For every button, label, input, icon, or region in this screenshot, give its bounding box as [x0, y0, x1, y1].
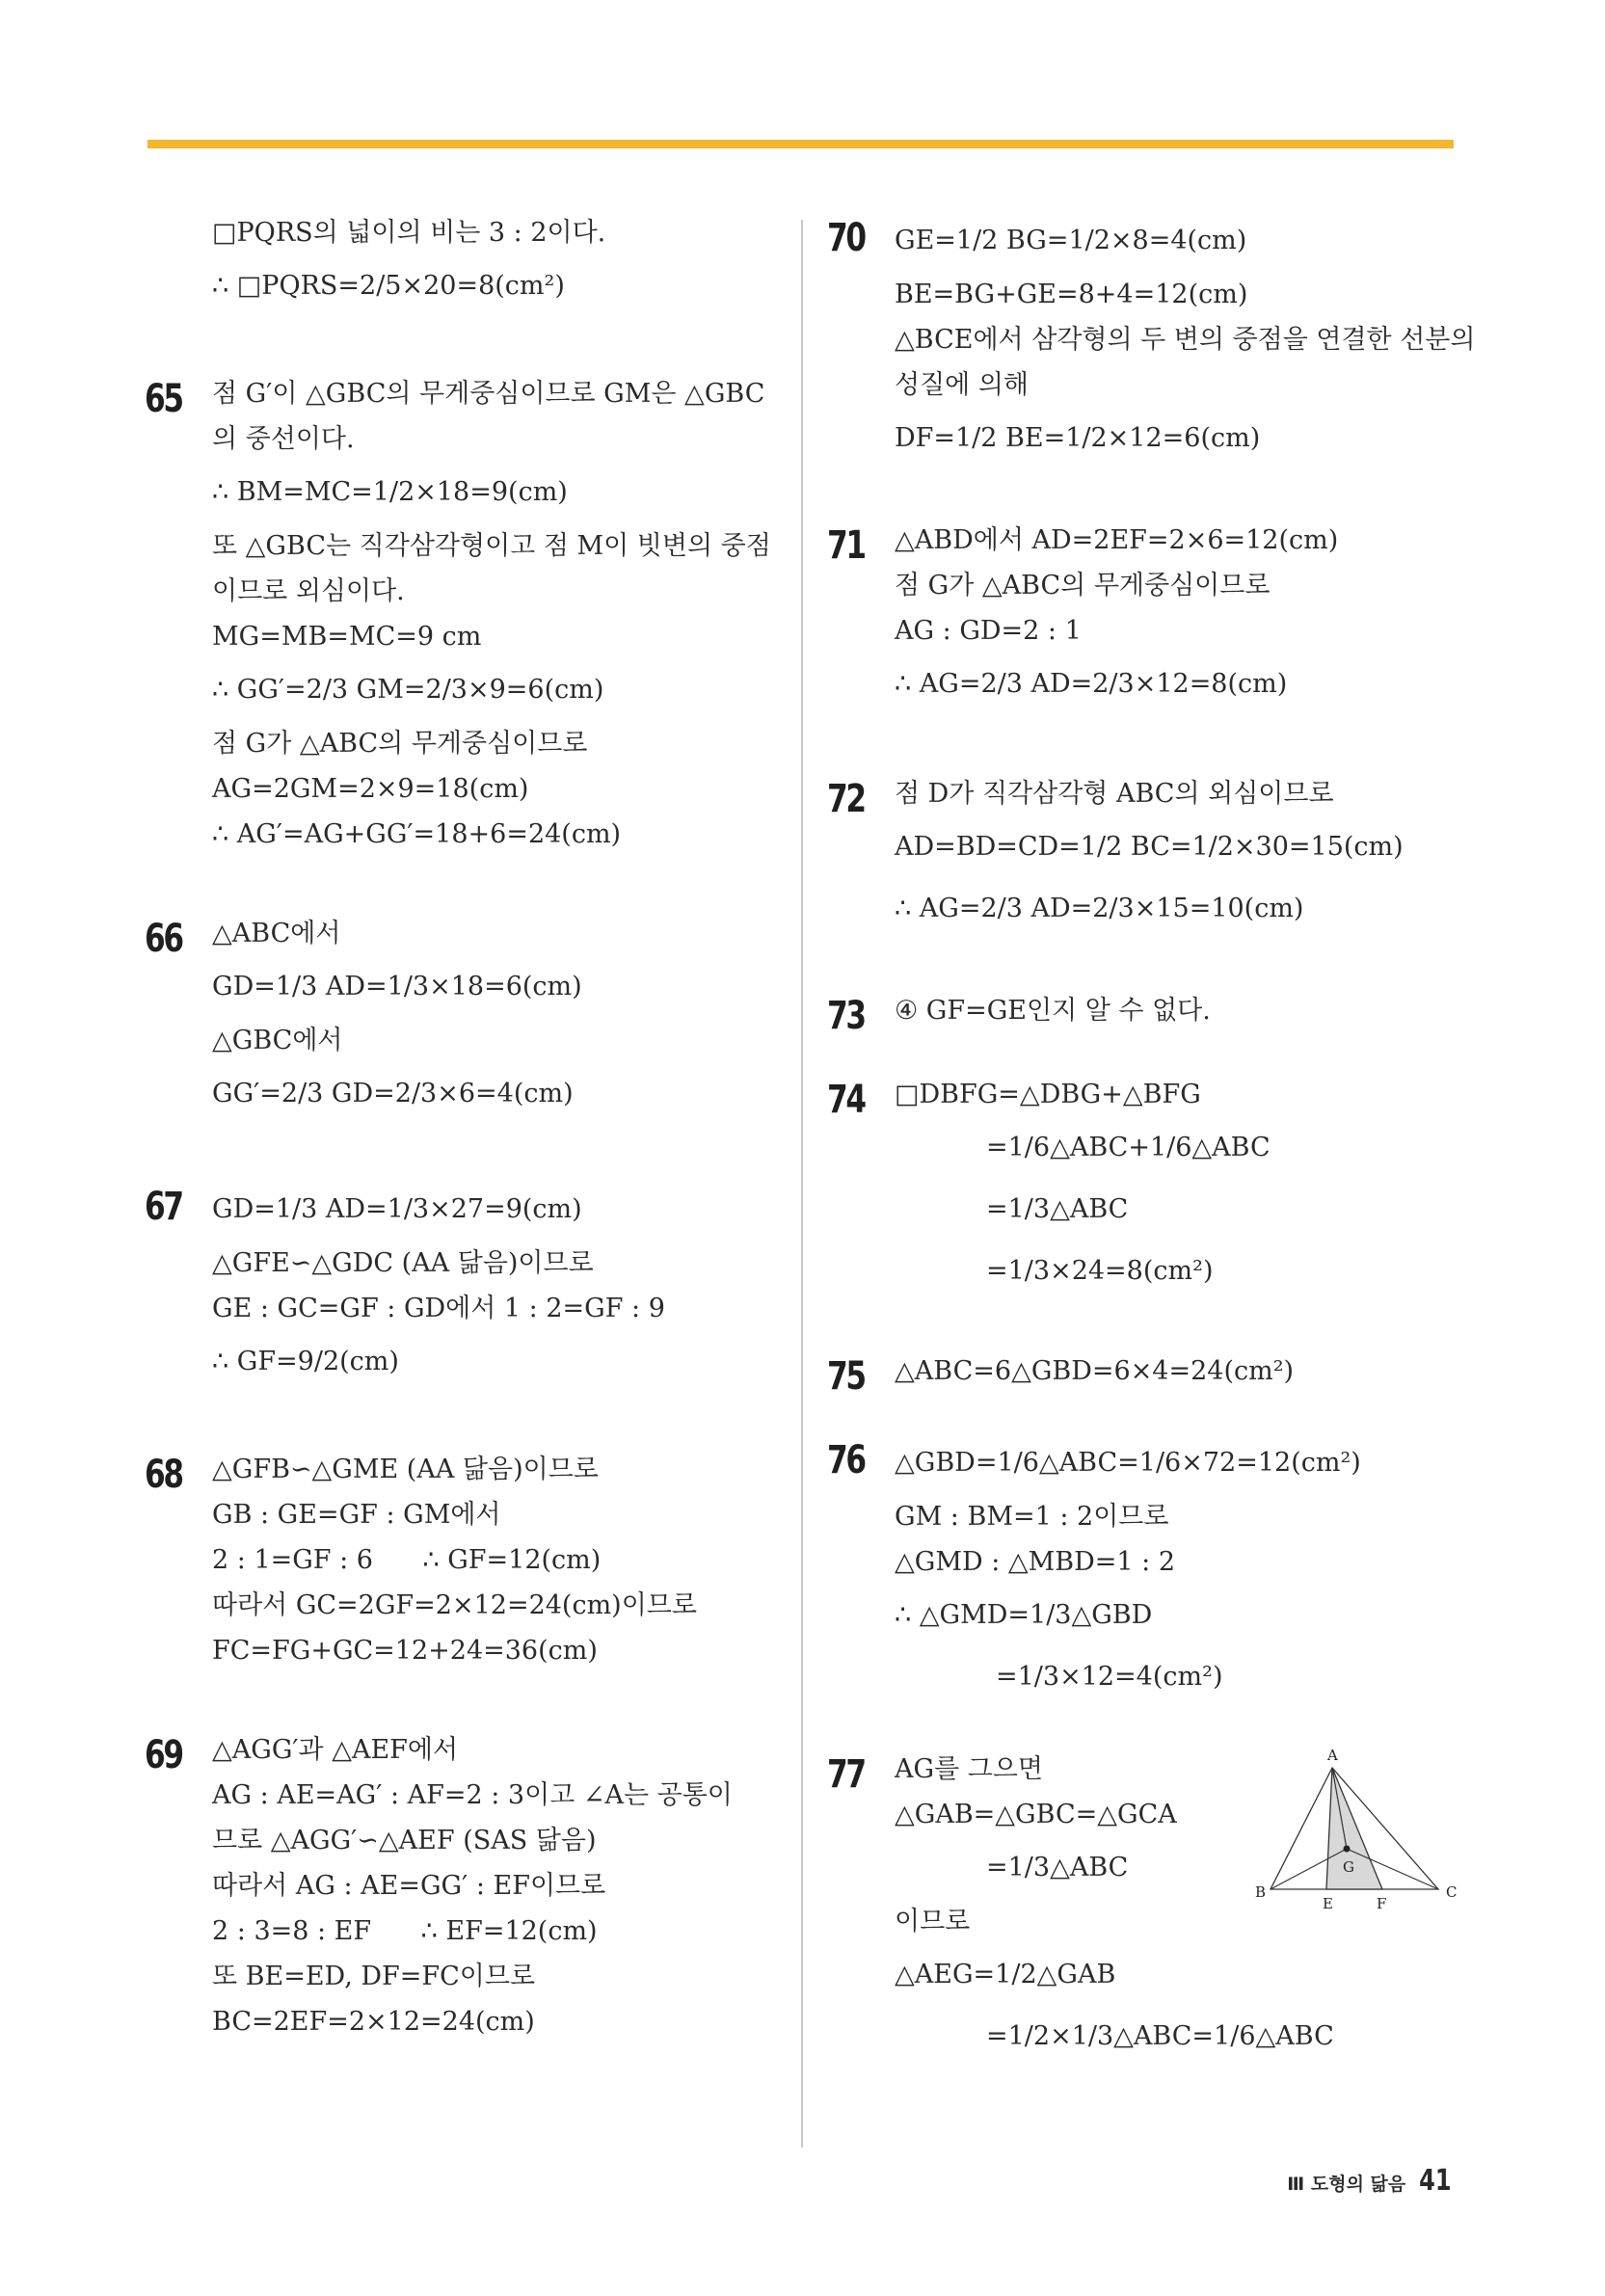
solution-line [212, 1909, 762, 1954]
page-footer [1287, 2164, 1456, 2198]
problem-number: 73 [827, 994, 865, 1038]
solution-text: △GAB=△GBC=△GCA [895, 1800, 1177, 1829]
solution-text: △GBC에서 [212, 1026, 343, 1055]
solution-text: BC=2EF=2×12=24(cm) [212, 2007, 535, 2037]
solution-line [895, 362, 1444, 408]
problem-number: 65 [145, 377, 182, 421]
solution-text: ∴ GG′=2/3 GM=2/3×9=6(cm) [212, 675, 604, 705]
solution-line [895, 1348, 1444, 1394]
solution-text: △GMD : △MBD=1 : 2 [895, 1547, 1176, 1577]
solution-line [895, 1117, 1444, 1179]
page-number: 41 [1419, 2164, 1452, 2198]
solution-text: 이므로 외심이다. [212, 576, 405, 606]
header-accent-bar [147, 140, 1454, 148]
solution-line [212, 614, 762, 659]
vertex-label-G: G [1343, 1858, 1354, 1876]
solution-text: 또 △GBC는 직각삼각형이고 점 M이 빗변의 중점 [212, 531, 771, 561]
vertex-label-C: C [1446, 1883, 1458, 1901]
solution-text: △AGG′과 △AEF에서 [212, 1735, 459, 1765]
solution-line [212, 659, 762, 721]
problem-number: 70 [827, 216, 865, 260]
solution-line [212, 812, 762, 857]
solution-line [212, 721, 762, 766]
solution-text: 2 : 1=GF : 6 ∴ GF=12(cm) [212, 1545, 602, 1575]
problem-74 [827, 1072, 1444, 1302]
solution-line [895, 518, 1444, 563]
solution-text: GB : GE=GF : GM에서 [212, 1500, 501, 1530]
solution-line [895, 1944, 1444, 2006]
solution-line [212, 1286, 762, 1331]
triangle-figure [1249, 1747, 1461, 1915]
solution-line [895, 816, 1444, 878]
solution-text: △ABD에서 AD=2EF=2×6=12(cm) [895, 525, 1339, 555]
solution-line [212, 569, 762, 614]
solution-text: =1/3×24=8(cm²) [986, 1256, 1214, 1286]
problem-69 [145, 1727, 762, 2044]
solution-text: 점 G가 △ABC의 무게중심이므로 [212, 729, 588, 759]
solution-line [212, 1018, 762, 1063]
solution-line [212, 1492, 762, 1537]
problem-75 [827, 1348, 1444, 1399]
solution-text: ∴ AG′=AG+GG′=18+6=24(cm) [212, 819, 622, 849]
solution-text: 이므로 [895, 1907, 971, 1936]
solution-line [895, 2006, 1444, 2068]
solution-text: ∴ GF=9/2(cm) [212, 1347, 399, 1376]
solution-line [212, 1954, 762, 1999]
solution-text: MG=MB=MC=9 cm [212, 622, 482, 652]
solution-line [212, 255, 762, 317]
solution-line [895, 654, 1444, 715]
solution-text: =1/3△ABC [986, 1194, 1129, 1224]
solution-line [895, 771, 1444, 816]
left-column [145, 210, 771, 2044]
right-column [827, 210, 1476, 2068]
problem-77 [827, 1747, 1458, 2068]
solution-line [895, 317, 1476, 362]
solution-text: ∴ △GMD=1/3△GBD [895, 1600, 1153, 1630]
solution-text: 따라서 GC=2GF=2×12=24(cm)이므로 [212, 1590, 697, 1620]
solution-line [212, 1331, 762, 1393]
problem-number: 77 [827, 1752, 865, 1797]
solution-line [895, 1179, 1444, 1241]
problem-70 [827, 210, 1476, 469]
solution-line [895, 1494, 1444, 1539]
solution-text: =1/3△ABC [986, 1853, 1129, 1882]
solution-line [212, 1773, 762, 1818]
problem-number: 75 [827, 1354, 865, 1399]
problem-number: 72 [827, 777, 865, 821]
solution-line [212, 1999, 762, 2044]
solution-text: =1/3×12=4(cm²) [996, 1662, 1223, 1692]
solution-line [212, 911, 762, 956]
solution-line [895, 1539, 1444, 1585]
solution-line [212, 1537, 762, 1583]
solution-line [212, 956, 762, 1018]
solution-text: GD=1/3 AD=1/3×18=6(cm) [212, 972, 582, 1001]
solution-line [212, 1179, 762, 1241]
problem-number: 66 [145, 917, 182, 961]
solution-text: 점 D가 직각삼각형 ABC의 외심이므로 [895, 779, 1334, 809]
solution-line [895, 408, 1444, 469]
solution-text: 므로 △AGG′∽△AEF (SAS 닮음) [212, 1826, 597, 1855]
solution-text: DF=1/2 BE=1/2×12=6(cm) [895, 423, 1261, 453]
solution-text: GE=1/2 BG=1/2×8=4(cm) [895, 226, 1247, 255]
problem-number: 74 [827, 1078, 865, 1122]
problem-71 [827, 518, 1444, 715]
solution-text: =1/2×1/3△ABC=1/6△ABC [986, 2021, 1334, 2051]
solution-text: 성질에 의해 [895, 370, 1029, 400]
solution-text: AG : AE=AG′ : AF=2 : 3이고 ∠A는 공통이 [212, 1780, 733, 1810]
solution-line [895, 1072, 1444, 1117]
problem-number: 68 [145, 1453, 182, 1497]
solution-text: 따라서 AG : AE=GG′ : EF이므로 [212, 1871, 606, 1901]
solution-line [212, 1447, 762, 1492]
problem-continued [145, 210, 762, 317]
solution-text: 의 중선이다. [212, 424, 355, 454]
solution-text: △AEG=1/2△GAB [895, 1960, 1116, 1989]
solution-text: ∴ □PQRS=2/5×20=8(cm²) [212, 271, 565, 301]
solution-line [212, 1727, 762, 1773]
problem-73 [827, 988, 1444, 1038]
solution-text: ∴ BM=MC=1/2×18=9(cm) [212, 477, 568, 507]
problem-65 [145, 371, 771, 857]
solution-line [212, 1863, 762, 1909]
solution-line [212, 1241, 762, 1286]
problem-number: 76 [827, 1438, 865, 1482]
solution-text: △GBD=1/6△ABC=1/6×72=12(cm²) [895, 1448, 1361, 1478]
solution-line [895, 1241, 1444, 1302]
solution-text: △BCE에서 삼각형의 두 변의 중점을 연결한 선분의 [895, 325, 1476, 355]
vertex-label-B: B [1255, 1883, 1267, 1901]
column-divider [801, 220, 803, 2148]
problem-76 [827, 1432, 1444, 1708]
solution-line [212, 1063, 762, 1125]
solution-text: ④ GF=GE인지 알 수 없다. [895, 996, 1211, 1026]
problem-67 [145, 1179, 762, 1393]
solution-text: ∴ AG=2/3 AD=2/3×15=10(cm) [895, 894, 1304, 923]
solution-text: GG′=2/3 GD=2/3×6=4(cm) [212, 1079, 574, 1108]
solution-text: □DBFG=△DBG+△BFG [895, 1080, 1201, 1109]
solution-line [212, 416, 762, 462]
problem-66 [145, 911, 762, 1125]
solution-text: AG=2GM=2×9=18(cm) [212, 774, 529, 804]
solution-text: =1/6△ABC+1/6△ABC [986, 1133, 1271, 1162]
solution-line [212, 210, 762, 255]
solution-text: AG : GD=2 : 1 [895, 616, 1082, 646]
chapter-title: Ⅲ 도형의 닮음 [1287, 2174, 1406, 2195]
solution-text: 2 : 3=8 : EF ∴ EF=12(cm) [212, 1916, 598, 1946]
solution-line [895, 1646, 1444, 1708]
solution-line [212, 1818, 762, 1863]
problem-number: 67 [145, 1185, 182, 1229]
solution-line [212, 1628, 762, 1673]
solution-text: △GFB∽△GME (AA 닮음)이므로 [212, 1455, 599, 1484]
problem-number: 69 [145, 1733, 182, 1777]
solution-text: 또 BE=ED, DF=FC이므로 [212, 1962, 536, 1991]
solution-text: □PQRS의 넓이의 비는 3 : 2이다. [212, 218, 606, 248]
solution-text: 점 G가 △ABC의 무게중심이므로 [895, 571, 1271, 601]
solution-text: BE=BG+GE=8+4=12(cm) [895, 280, 1248, 309]
vertex-label-E: E [1323, 1895, 1333, 1912]
solution-text: FC=FG+GC=12+24=36(cm) [212, 1636, 598, 1666]
problem-68 [145, 1447, 762, 1673]
problem-number: 71 [827, 523, 865, 568]
solution-line [895, 1432, 1444, 1494]
centroid-point [1344, 1846, 1351, 1853]
solution-text: △ABC=6△GBD=6×4=24(cm²) [895, 1356, 1295, 1386]
solution-line [895, 878, 1444, 940]
solution-text: GE : GC=GF : GD에서 1 : 2=GF : 9 [212, 1294, 665, 1323]
solution-text: GM : BM=1 : 2이므로 [895, 1502, 1169, 1532]
solution-text: AD=BD=CD=1/2 BC=1/2×30=15(cm) [895, 832, 1404, 862]
solution-line [212, 766, 762, 812]
solution-text: AG를 그으면 [895, 1754, 1043, 1784]
solution-text: △GFE∽△GDC (AA 닮음)이므로 [212, 1248, 594, 1278]
solution-line [895, 608, 1444, 654]
vertex-label-F: F [1377, 1895, 1387, 1912]
solution-line [212, 462, 762, 523]
solution-text: △ABC에서 [212, 919, 341, 948]
solution-line [212, 523, 771, 569]
solution-line [212, 1583, 762, 1628]
solution-text: 점 G′이 △GBC의 무게중심이므로 GM은 △GBC [212, 379, 765, 409]
solution-line [212, 371, 765, 416]
solution-line [895, 210, 1444, 272]
solution-text: ∴ AG=2/3 AD=2/3×12=8(cm) [895, 669, 1288, 699]
solution-text: GD=1/3 AD=1/3×27=9(cm) [212, 1194, 582, 1224]
problem-72 [827, 771, 1444, 940]
solution-line [895, 272, 1444, 317]
solution-line [895, 988, 1444, 1033]
vertex-label-A: A [1327, 1747, 1338, 1764]
solution-line [895, 1585, 1444, 1646]
solution-line [895, 563, 1444, 608]
